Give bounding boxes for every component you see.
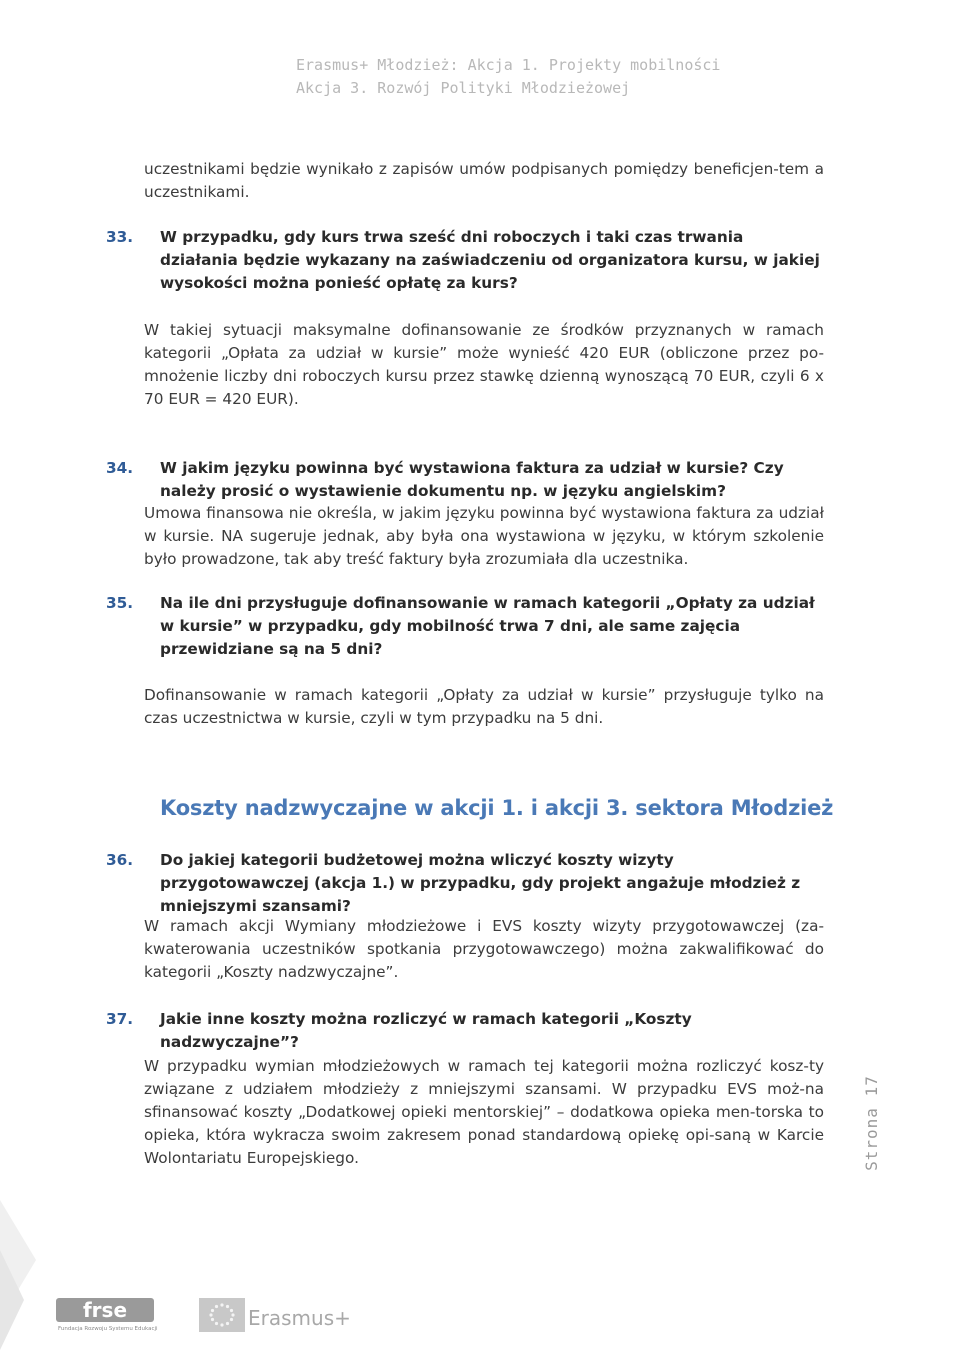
- question-number: 36.: [106, 851, 134, 869]
- running-header: [296, 54, 736, 100]
- corner-decoration: [0, 1190, 40, 1357]
- header-line-2: Akcja 3. Rozwój Polityki Młodzieżowej: [296, 79, 631, 97]
- erasmus-plus-logo: Erasmus+: [248, 1306, 351, 1330]
- question-text: Do jakiej kategorii budżetowej można wliczyć koszty wizyty przygotowawczej (akcja 1.) w przypadku, gdy projekt angażuje młodzież z mniejszymi szansami?: [160, 851, 801, 915]
- question-33: [106, 226, 826, 295]
- header-line-1: Erasmus+ Młodzież: Akcja 1. Projekty mobilności: [296, 56, 721, 74]
- question-number: 34.: [106, 459, 134, 477]
- answer-36: W ramach akcji Wymiany młodzieżowe i EVS koszty wizyty przygotowawczej (za-kwaterowania uczestników spotkania przygotowawczego) można zakwalifikować do kategorii „Koszty nadzwyczajne”.: [144, 917, 824, 981]
- svg-text:frse: frse: [82, 1298, 128, 1322]
- question-37: [106, 1008, 826, 1054]
- question-number: 37.: [106, 1010, 134, 1028]
- question-text: W przypadku, gdy kurs trwa sześć dni roboczych i taki czas trwania działania będzie wykazany na zaświadczeniu od organizatora kursu, w jakiej wysokości można ponieść opłatę za kurs?: [160, 228, 820, 292]
- question-text: W jakim języku powinna być wystawiona faktura za udział w kursie? Czy należy prosić o wystawienie dokumentu np. w języku angielskim?: [160, 459, 784, 500]
- question-36: [106, 849, 826, 918]
- question-number: 33.: [106, 228, 134, 246]
- intro-paragraph: uczestnikami będzie wynikało z zapisów umów podpisanych pomiędzy beneficjen-tem a uczestnikami.: [144, 160, 824, 201]
- question-text: Na ile dni przysługuje dofinansowanie w ramach kategorii „Opłaty za udział w kursie” w przypadku, gdy mobilność trwa 7 dni, ale same zajęcia przewidziane są na 5 dni?: [160, 594, 815, 658]
- question-text: Jakie inne koszty można rozliczyć w ramach kategorii „Koszty nadzwyczajne”?: [160, 1010, 692, 1051]
- question-34: [106, 457, 826, 503]
- answer-33: W takiej sytuacji maksymalne dofinansowanie ze środków przyznanych w ramach kategorii „Opłata za udział w kursie” może wynieść 420 EUR (obliczone przez po-mnożenie liczby dni roboczych kursu przez stawkę dzienną wynoszącą 70 EUR, czyli 6 x 70 EUR = 420 EUR).: [144, 321, 824, 408]
- eu-flag-icon: [199, 1298, 245, 1332]
- answer-35: Dofinansowanie w ramach kategorii „Opłaty za udział w kursie” przysługuje tylko na czas uczestnictwa w kursie, czyli w tym przypadku na 5 dni.: [144, 686, 824, 727]
- question-35: [106, 592, 826, 661]
- answer-34: Umowa finansowa nie określa, w jakim języku powinna być wystawiona faktura za udział w kursie. NA sugeruje jednak, aby była ona wystawiona w języku, w którym szkolenie było prowadzone, tak aby treść faktury była zrozumiała dla uczestnika.: [144, 504, 824, 568]
- frse-caption: Fundacja Rozwoju Systemu Edukacji: [58, 1326, 158, 1332]
- answer-37: W przypadku wymian młodzieżowych w ramach tej kategorii można rozliczyć kosz-ty związane z udziałem młodzieży z mniejszymi szansami. W przypadku EVS moż-na sfinansować koszty „Dodatkowej opieki mentorskiej” – dodatkowa opieka men-torska to opieka, która wykracza swoim zakresem ponad standardową opiekę opi-saną w Karcie Wolontariatu Europejskiego.: [144, 1057, 824, 1167]
- page-number: Strona 17: [862, 1075, 881, 1171]
- section-title: Koszty nadzwyczajne w akcji 1. i akcji 3. sektora Młodzież: [160, 796, 834, 820]
- question-number: 35.: [106, 594, 134, 612]
